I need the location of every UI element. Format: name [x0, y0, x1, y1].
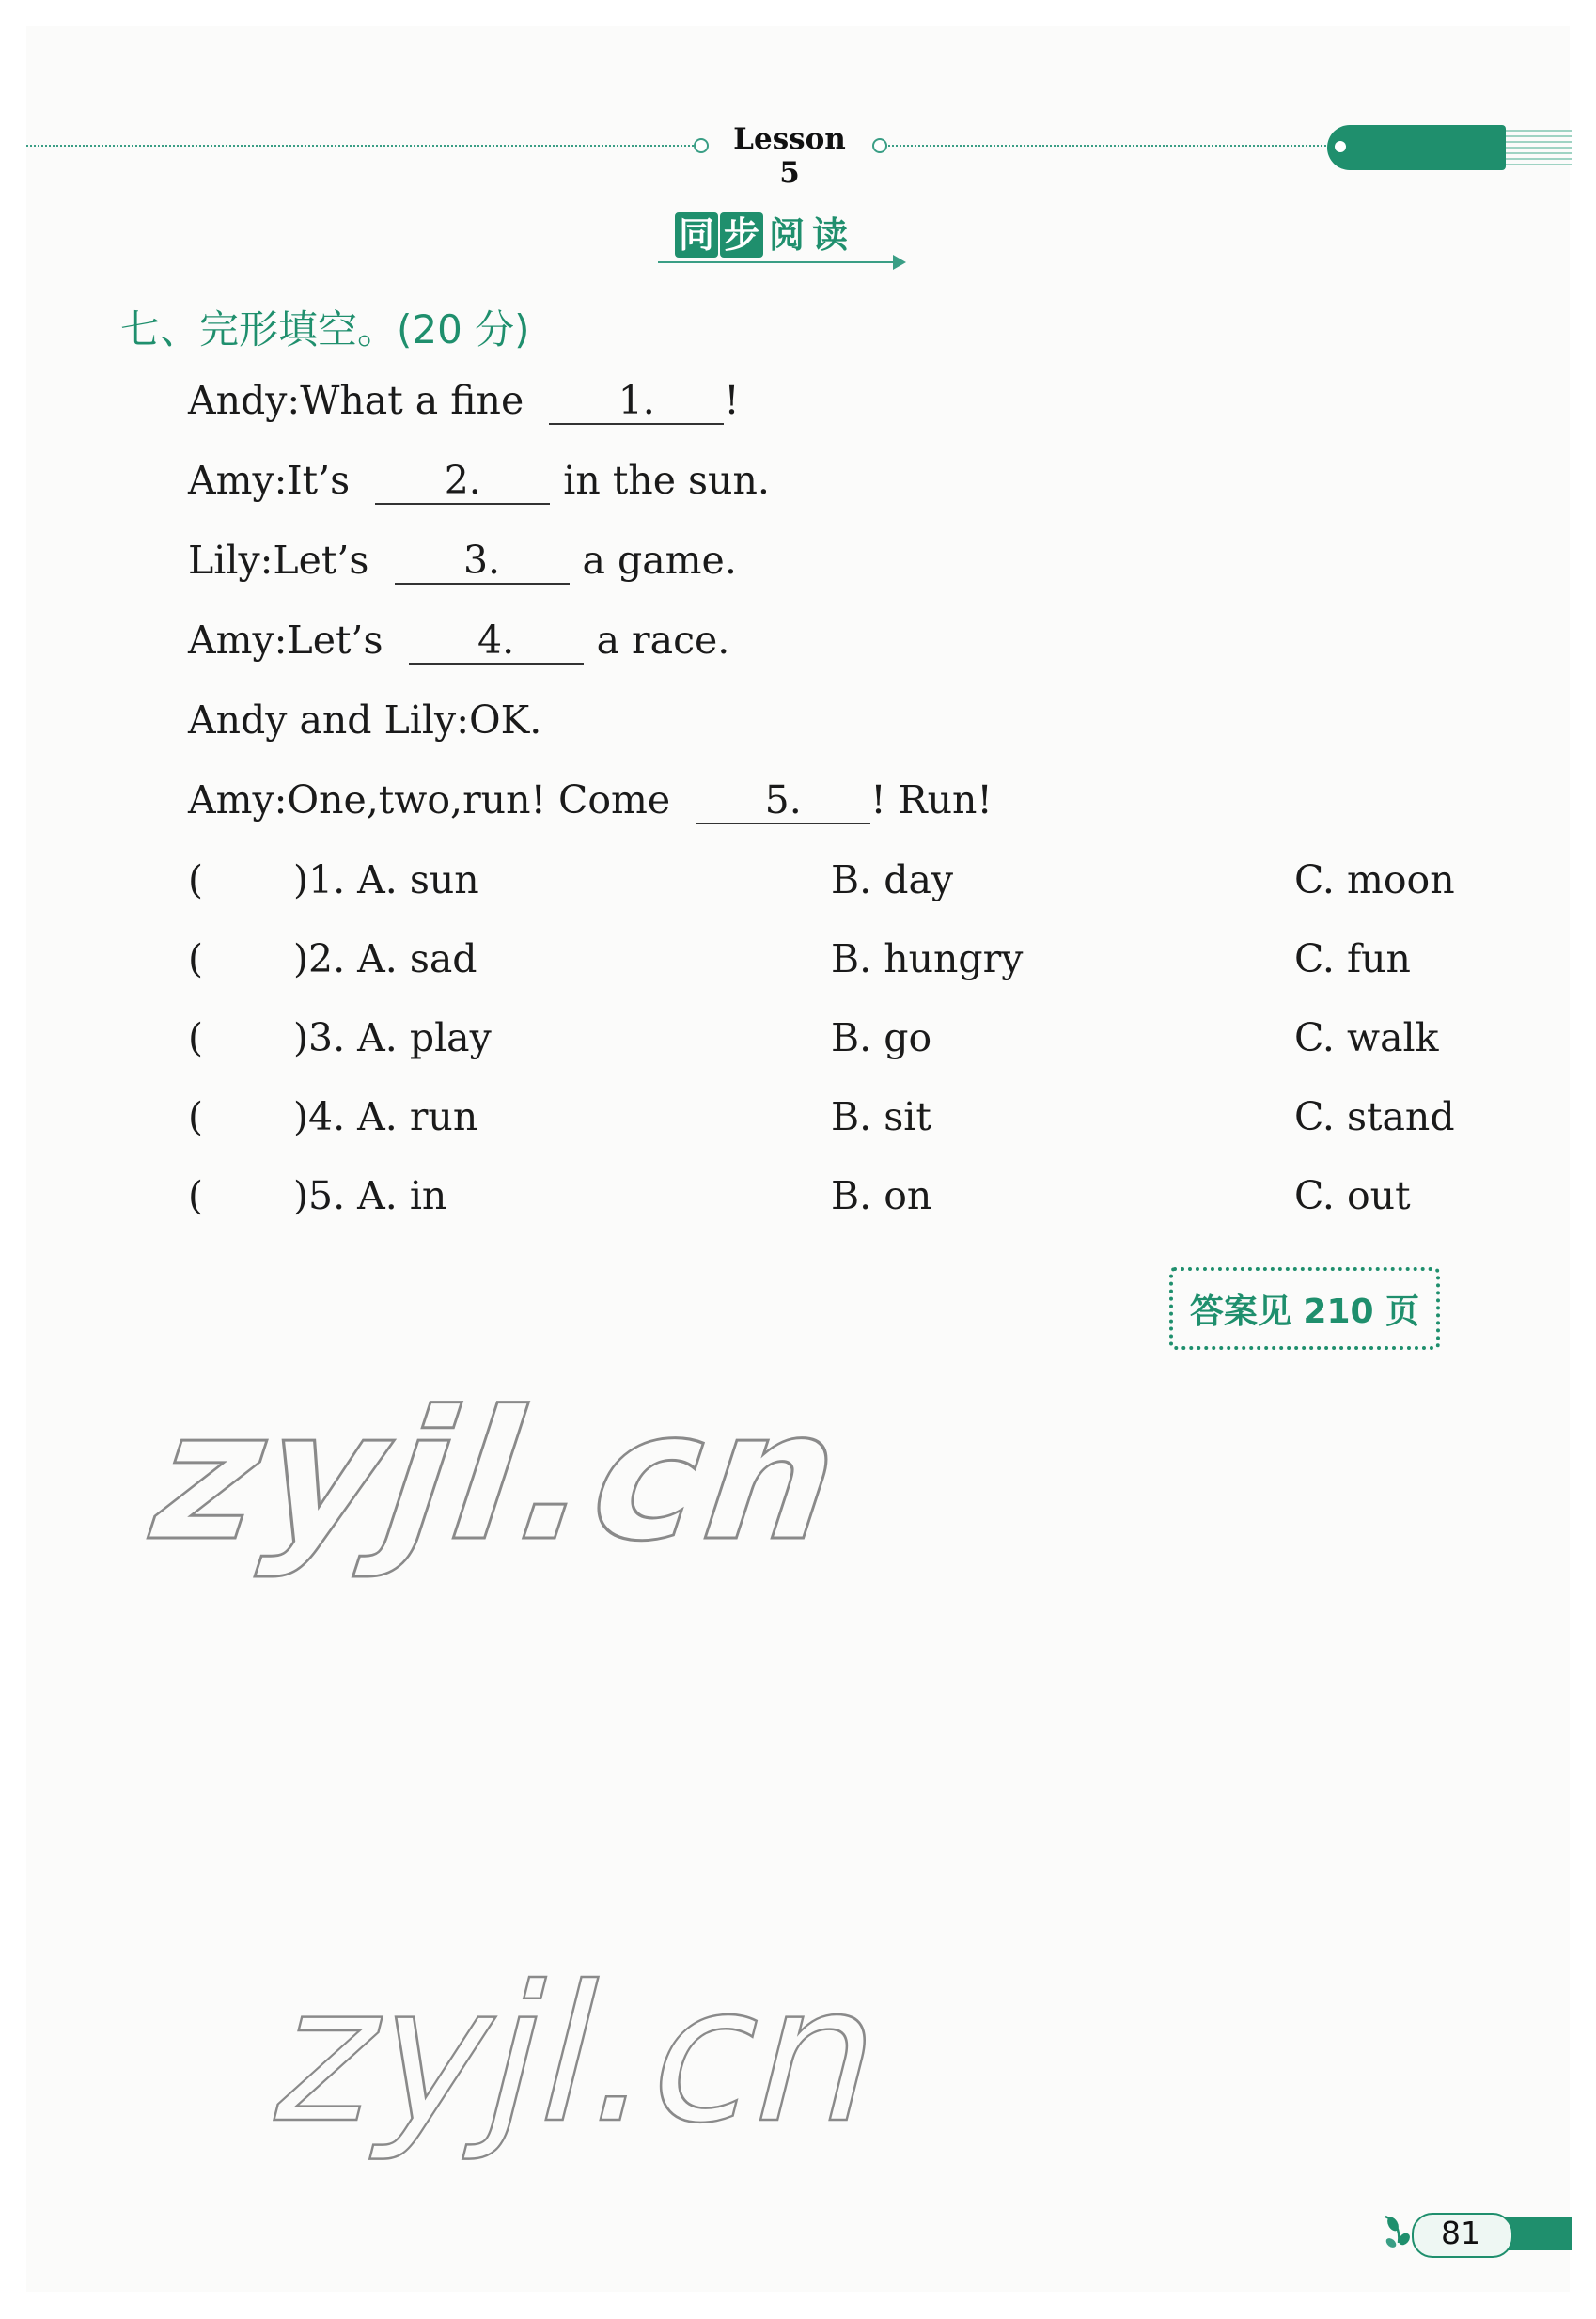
dialogue-text: Amy:One,two,run! Come — [188, 777, 671, 823]
section-badge — [675, 211, 852, 259]
answer-blank[interactable]: 3. — [395, 538, 570, 585]
dialogue-line — [188, 378, 740, 425]
option-c: C. fun — [1294, 936, 1411, 981]
header-tab — [1327, 125, 1506, 170]
option-b: B. hungry — [831, 936, 1024, 981]
option-c: C. out — [1294, 1173, 1411, 1218]
dialogue-text: ! Run! — [870, 777, 993, 823]
question-title: 七、完形填空。(20 分) — [120, 306, 530, 353]
option-c: C. stand — [1294, 1094, 1455, 1139]
option-b: B. on — [831, 1173, 932, 1218]
header-stripes — [1506, 130, 1572, 165]
dialogue-text: a race. — [596, 618, 730, 663]
dialogue-line — [188, 777, 993, 824]
section-char: 读 — [811, 214, 848, 256]
option-a: )1. A. sun — [293, 857, 479, 902]
answer-paren[interactable]: ( — [188, 1173, 203, 1218]
dialogue-text: Andy:What a fine — [188, 378, 524, 423]
option-b: B. sit — [831, 1094, 931, 1139]
dialogue-line — [188, 618, 729, 665]
section-char: 步 — [720, 212, 763, 258]
option-b: B. go — [831, 1015, 932, 1060]
dialogue-line — [188, 697, 541, 743]
dialogue-text: Andy and Lily:OK. — [188, 697, 542, 743]
watermark: zyjl.cn — [126, 1372, 877, 1580]
dialogue-text: a game. — [582, 538, 737, 583]
answer-paren[interactable]: ( — [188, 936, 203, 981]
option-a: )5. A. in — [293, 1173, 447, 1218]
answer-paren[interactable]: ( — [188, 1094, 203, 1139]
answer-blank[interactable]: 2. — [375, 458, 550, 505]
answer-paren[interactable]: ( — [188, 1015, 203, 1060]
dialogue-text: Amy:Let’s — [188, 618, 383, 663]
dialogue-text: ! — [724, 378, 740, 423]
leaf-icon — [1382, 2211, 1414, 2252]
answer-blank[interactable]: 4. — [409, 618, 584, 665]
option-a: )3. A. play — [293, 1015, 492, 1060]
header-ring-left — [694, 138, 709, 153]
answer-blank[interactable]: 1. — [549, 378, 724, 425]
header-tab-dot — [1335, 141, 1346, 152]
section-char: 阅 — [768, 214, 805, 256]
option-a: )4. A. run — [293, 1094, 478, 1139]
page-number: 81 — [1441, 2215, 1480, 2251]
section-arrow — [658, 261, 902, 263]
dialogue-text: in the sun. — [563, 458, 770, 503]
option-a: )2. A. sad — [293, 936, 477, 981]
answer-reference: 答案见 210 页 — [1169, 1267, 1440, 1350]
dialogue-line — [188, 538, 737, 585]
answer-paren[interactable]: ( — [188, 857, 203, 902]
watermark: zyjl.cn — [254, 1946, 906, 2165]
lesson-title: Lesson 5 — [733, 122, 846, 190]
answer-blank[interactable]: 5. — [696, 777, 870, 824]
dialogue-text: Lily:Let’s — [188, 538, 369, 583]
header-rule-right — [885, 145, 1337, 147]
option-b: B. day — [831, 857, 954, 902]
header-rule-left — [26, 145, 694, 147]
section-char: 同 — [675, 212, 718, 258]
option-c: C. walk — [1294, 1015, 1439, 1060]
option-c: C. moon — [1294, 857, 1455, 902]
dialogue-line — [188, 458, 770, 505]
dialogue-text: Amy:It’s — [188, 458, 351, 503]
